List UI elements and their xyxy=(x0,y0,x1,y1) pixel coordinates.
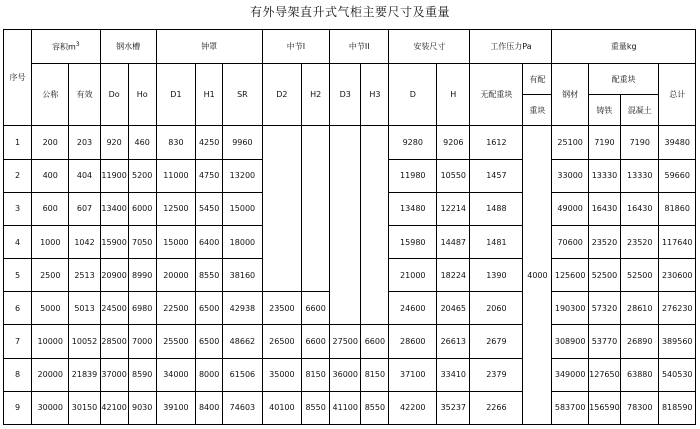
cell-h2: 8150 xyxy=(302,358,330,391)
cell-d2: 23500 xyxy=(262,292,301,325)
cell-sr: 13200 xyxy=(223,159,263,192)
cell-h1: 8000 xyxy=(196,358,223,391)
cell-nominal: 600 xyxy=(32,192,69,225)
cell-concrete: 28610 xyxy=(621,292,659,325)
cell-no-weight: 2060 xyxy=(470,292,523,325)
table-row xyxy=(4,358,696,391)
cell-d: 15980 xyxy=(389,225,437,258)
cell-cast-iron: 127650 xyxy=(588,358,620,391)
cell-ho: 460 xyxy=(128,126,156,159)
cell-ho: 5200 xyxy=(128,159,156,192)
cell-steel: 33000 xyxy=(552,159,588,192)
cell-ho: 7050 xyxy=(128,225,156,258)
header-h1: H1 xyxy=(196,64,223,126)
cell-effective: 2513 xyxy=(69,259,100,292)
cell-sr: 42938 xyxy=(223,292,263,325)
cell-total: 39480 xyxy=(659,126,696,159)
cell-h3: 8550 xyxy=(361,391,389,424)
header-bell: 钟罩 xyxy=(156,30,262,64)
header-h3: H3 xyxy=(361,64,389,126)
cell-h1: 6500 xyxy=(196,325,223,358)
cell-effective: 404 xyxy=(69,159,100,192)
cell-cast-iron: 156590 xyxy=(588,391,620,424)
cell-cast-iron: 7190 xyxy=(588,126,620,159)
cell-sr: 61506 xyxy=(223,358,263,391)
cell-seq: 2 xyxy=(4,159,32,192)
cell-total: 389560 xyxy=(659,325,696,358)
cell-d: 21000 xyxy=(389,259,437,292)
cell-do: 15900 xyxy=(100,225,128,258)
cell-cast-iron: 23520 xyxy=(588,225,620,258)
cell-d1: 39100 xyxy=(156,391,195,424)
cell-h1: 4750 xyxy=(196,159,223,192)
cell-effective: 30150 xyxy=(69,391,100,424)
cell-d1: 22500 xyxy=(156,292,195,325)
header-do: Do xyxy=(100,64,128,126)
header-d3: D3 xyxy=(330,64,361,126)
cell-steel: 583700 xyxy=(552,391,588,424)
cell-ho: 6000 xyxy=(128,192,156,225)
cell-nominal: 5000 xyxy=(32,292,69,325)
cell-do: 20900 xyxy=(100,259,128,292)
cell-d1: 34000 xyxy=(156,358,195,391)
cell-d2: 26500 xyxy=(262,325,301,358)
cell-steel: 308900 xyxy=(552,325,588,358)
header-d2: D2 xyxy=(262,64,301,126)
cell-seq: 7 xyxy=(4,325,32,358)
cell-concrete: 23520 xyxy=(621,225,659,258)
cell-ho: 9030 xyxy=(128,391,156,424)
cell-d: 11980 xyxy=(389,159,437,192)
cell-cast-iron: 53770 xyxy=(588,325,620,358)
cell-cast-iron: 57320 xyxy=(588,292,620,325)
cell-do: 13400 xyxy=(100,192,128,225)
cell-effective: 203 xyxy=(69,126,100,159)
cell-total: 81860 xyxy=(659,192,696,225)
spec-table xyxy=(3,29,696,425)
cell-h1: 5450 xyxy=(196,192,223,225)
cell-h1: 8400 xyxy=(196,391,223,424)
header-nominal: 公称 xyxy=(32,64,69,126)
cell-sr: 48662 xyxy=(223,325,263,358)
cell-concrete: 16430 xyxy=(621,192,659,225)
cell-steel: 349000 xyxy=(552,358,588,391)
cell-total: 276230 xyxy=(659,292,696,325)
cell-seq: 8 xyxy=(4,358,32,391)
cell-nominal: 400 xyxy=(32,159,69,192)
cell-d1: 11000 xyxy=(156,159,195,192)
cell-h1: 4250 xyxy=(196,126,223,159)
cell-d2: 35000 xyxy=(262,358,301,391)
cell-seq: 6 xyxy=(4,292,32,325)
cell-seq: 5 xyxy=(4,259,32,292)
cell-h2: 6600 xyxy=(302,325,330,358)
cell-steel: 190300 xyxy=(552,292,588,325)
cell-sr: 15000 xyxy=(223,192,263,225)
cell-h3: 6600 xyxy=(361,325,389,358)
cell-nominal: 30000 xyxy=(32,391,69,424)
cell-ho: 6980 xyxy=(128,292,156,325)
header-cast-iron: 铸铁 xyxy=(588,95,620,126)
header-volume: 容积$m^3$ xyxy=(32,30,101,64)
cell-h2-empty xyxy=(302,126,330,292)
header-h: H xyxy=(437,64,470,126)
table-row xyxy=(4,391,696,424)
cell-d: 24600 xyxy=(389,292,437,325)
cell-concrete: 52500 xyxy=(621,259,659,292)
header-ho: Ho xyxy=(128,64,156,126)
cell-no-weight: 1390 xyxy=(470,259,523,292)
cell-total: 818590 xyxy=(659,391,696,424)
cell-nominal: 10000 xyxy=(32,325,69,358)
header-install-dims: 安装尺寸 xyxy=(389,30,470,64)
cell-concrete: 78300 xyxy=(621,391,659,424)
cell-h: 9206 xyxy=(437,126,470,159)
table-row xyxy=(4,325,696,358)
header-d: D xyxy=(389,64,437,126)
cell-d3: 36000 xyxy=(330,358,361,391)
cell-d3: 41100 xyxy=(330,391,361,424)
cell-h: 12214 xyxy=(437,192,470,225)
cell-no-weight: 2379 xyxy=(470,358,523,391)
cell-d3-empty xyxy=(330,126,361,325)
cell-no-weight: 2679 xyxy=(470,325,523,358)
header-with-counterweight-1: 有配 xyxy=(523,64,552,95)
header-counterweight: 配重块 xyxy=(588,64,659,95)
cell-h3: 8150 xyxy=(361,358,389,391)
header-sr: SR xyxy=(223,64,263,126)
cell-effective: 5013 xyxy=(69,292,100,325)
cell-h2: 8550 xyxy=(302,391,330,424)
cell-ho: 8590 xyxy=(128,358,156,391)
cell-pressure-with-weight: 4000 xyxy=(523,126,552,425)
cell-d1: 20000 xyxy=(156,259,195,292)
cell-sr: 18000 xyxy=(223,225,263,258)
header-row-1 xyxy=(4,30,696,64)
cell-cast-iron: 16430 xyxy=(588,192,620,225)
header-concrete: 混凝土 xyxy=(621,95,659,126)
cell-h: 20465 xyxy=(437,292,470,325)
cell-do: 42100 xyxy=(100,391,128,424)
cell-effective: 607 xyxy=(69,192,100,225)
cell-seq: 4 xyxy=(4,225,32,258)
cell-do: 11900 xyxy=(100,159,128,192)
cell-total: 117640 xyxy=(659,225,696,258)
cell-total: 59660 xyxy=(659,159,696,192)
cell-d2: 40100 xyxy=(262,391,301,424)
cell-h2: 6600 xyxy=(302,292,330,325)
header-h2: H2 xyxy=(302,64,330,126)
cell-h: 33410 xyxy=(437,358,470,391)
cell-nominal: 1000 xyxy=(32,225,69,258)
cell-h3-empty xyxy=(361,126,389,325)
cell-no-weight: 1457 xyxy=(470,159,523,192)
header-working-pressure: 工作压力Pa xyxy=(470,30,552,64)
cell-steel: 125600 xyxy=(552,259,588,292)
cell-total: 540530 xyxy=(659,358,696,391)
cell-d2-empty xyxy=(262,126,301,292)
cell-nominal: 20000 xyxy=(32,358,69,391)
cell-no-weight: 1488 xyxy=(470,192,523,225)
header-row-2 xyxy=(4,64,696,95)
cell-h: 10550 xyxy=(437,159,470,192)
header-steel: 钢材 xyxy=(552,64,588,126)
cell-steel: 25100 xyxy=(552,126,588,159)
cell-do: 24500 xyxy=(100,292,128,325)
cell-ho: 7000 xyxy=(128,325,156,358)
cell-sr: 9960 xyxy=(223,126,263,159)
cell-nominal: 200 xyxy=(32,126,69,159)
cell-do: 920 xyxy=(100,126,128,159)
cell-h1: 6400 xyxy=(196,225,223,258)
cell-ho: 8990 xyxy=(128,259,156,292)
cell-do: 37000 xyxy=(100,358,128,391)
header-with-counterweight-2: 重块 xyxy=(523,95,552,126)
cell-total: 230600 xyxy=(659,259,696,292)
cell-d3: 27500 xyxy=(330,325,361,358)
header-mid-section-1: 中节I xyxy=(262,30,330,64)
cell-sr: 38160 xyxy=(223,259,263,292)
cell-h: 26613 xyxy=(437,325,470,358)
cell-no-weight: 2266 xyxy=(470,391,523,424)
header-water-tank: 钢水槽 xyxy=(100,30,156,64)
cell-steel: 70600 xyxy=(552,225,588,258)
cell-d1: 830 xyxy=(156,126,195,159)
header-total: 总计 xyxy=(659,64,696,126)
cell-seq: 1 xyxy=(4,126,32,159)
cell-d: 28600 xyxy=(389,325,437,358)
cell-d1: 25500 xyxy=(156,325,195,358)
cell-steel: 49000 xyxy=(552,192,588,225)
cell-seq: 9 xyxy=(4,391,32,424)
cell-cast-iron: 13330 xyxy=(588,159,620,192)
cell-h: 35237 xyxy=(437,391,470,424)
cell-concrete: 63880 xyxy=(621,358,659,391)
cell-concrete: 7190 xyxy=(621,126,659,159)
cell-h: 18224 xyxy=(437,259,470,292)
cell-h: 14487 xyxy=(437,225,470,258)
cell-d: 37100 xyxy=(389,358,437,391)
cell-concrete: 26890 xyxy=(621,325,659,358)
cell-h1: 6500 xyxy=(196,292,223,325)
cell-sr: 74603 xyxy=(223,391,263,424)
cell-seq: 3 xyxy=(4,192,32,225)
header-no-counterweight: 无配重块 xyxy=(470,64,523,126)
cell-cast-iron: 52500 xyxy=(588,259,620,292)
cell-d1: 15000 xyxy=(156,225,195,258)
table-row xyxy=(4,126,696,159)
header-seq: 序号 xyxy=(4,30,32,126)
cell-effective: 21839 xyxy=(69,358,100,391)
cell-d: 9280 xyxy=(389,126,437,159)
header-effective: 有效 xyxy=(69,64,100,126)
cell-no-weight: 1481 xyxy=(470,225,523,258)
cell-h1: 8550 xyxy=(196,259,223,292)
header-mid-section-2: 中节II xyxy=(330,30,389,64)
cell-no-weight: 1612 xyxy=(470,126,523,159)
cell-effective: 1042 xyxy=(69,225,100,258)
document-title: 有外导架直升式气柜主要尺寸及重量 xyxy=(249,5,450,19)
header-d1: D1 xyxy=(156,64,195,126)
cell-d1: 12500 xyxy=(156,192,195,225)
cell-d: 13480 xyxy=(389,192,437,225)
cell-nominal: 2500 xyxy=(32,259,69,292)
cell-do: 28500 xyxy=(100,325,128,358)
cell-effective: 10052 xyxy=(69,325,100,358)
cell-d: 42200 xyxy=(389,391,437,424)
header-weight: 重量kg xyxy=(552,30,696,64)
cell-concrete: 13330 xyxy=(621,159,659,192)
